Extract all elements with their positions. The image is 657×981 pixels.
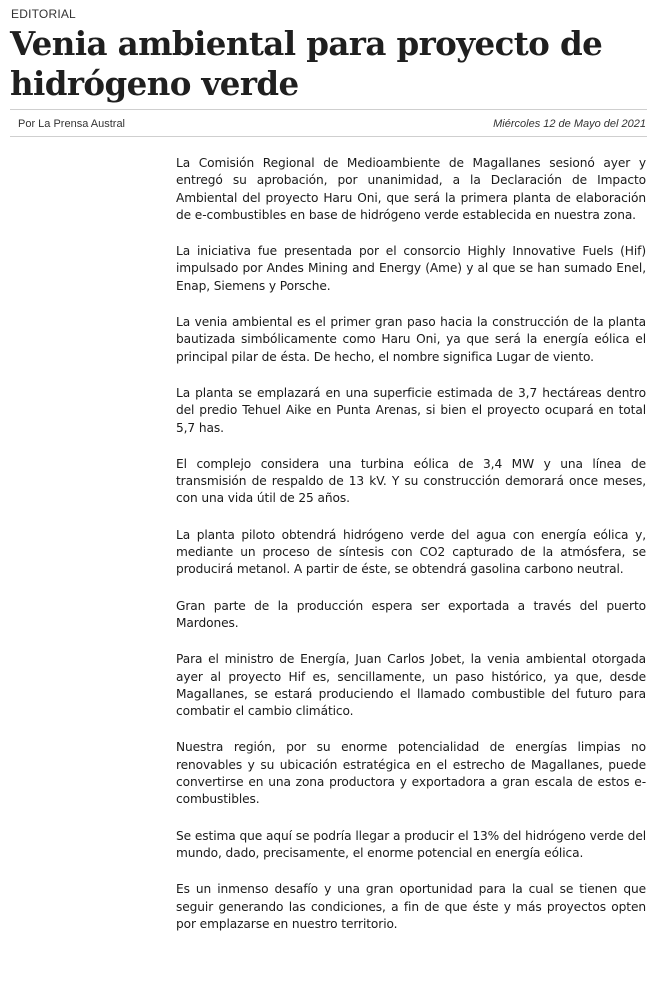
article-paragraph: Para el ministro de Energía, Juan Carlos Jobet, la venia ambiental otorgada ayer al proyecto Hif es, sencillamente, un paso histórico, ya que, desde Magallanes, se estará produciendo el llamado combustible del futuro para combatir el cambio climático. [176, 652, 646, 719]
byline-bottom-divider [10, 136, 647, 137]
byline-top-divider [10, 109, 647, 110]
headline: Venia ambiental para proyecto de hidrógeno verde [10, 24, 603, 103]
article-paragraph: Se estima que aquí se podría llegar a producir el 13% del hidrógeno verde del mundo, dado, precisamente, el enorme potencial en energía eólica. [176, 828, 646, 860]
article-paragraph: La venia ambiental es el primer gran paso hacia la construcción de la planta bautizada simbólicamente como Haru Oni, ya que será la energía eólica el principal pilar de ésta. De hecho, el nombre significa Lugar de viento. [176, 315, 646, 364]
article-paragraph: Nuestra región, por su enorme potencialidad de energías limpias no renovables y su ubicación estratégica en el estrecho de Magallanes, puede convertirse en una zona productora y exportadora a gran escala de estos e-combustibles. [176, 740, 646, 807]
article-paragraph: La iniciativa fue presentada por el consorcio Highly Innovative Fuels (Hif) impulsado por Andes Mining and Energy (Ame) y al que se han sumado Enel, Enap, Siemens y Porsche. [176, 244, 646, 293]
article-body [176, 155, 646, 952]
article-paragraph: Es un inmenso desafío y una gran oportunidad para la cual se tienen que seguir generando las condiciones, a fin de que éste y más proyectos opten por emplazarse en nuestro territorio. [176, 882, 646, 931]
article-paragraph: El complejo considera una turbina eólica de 3,4 MW y una línea de transmisión de respaldo de 13 kV. Y su construcción demorará once meses, con una vida útil de 25 años. [176, 456, 646, 506]
article-paragraph: La Comisión Regional de Medioambiente de Magallanes sesionó ayer y entregó su aprobación, por unanimidad, a la Declaración de Impacto Ambiental del proyecto Haru Oni, que será la primera planta de elaboración de e-combustibles en base de hidrógeno verde establecida en nuestra zona. [176, 156, 646, 222]
publication-date: Miércoles 12 de Mayo del 2021 [493, 118, 646, 130]
byline: Por La Prensa Austral [18, 118, 126, 130]
article-paragraph: Gran parte de la producción espera ser exportada a través del puerto Mardones. [176, 598, 646, 630]
article-paragraph: La planta piloto obtendrá hidrógeno verde del agua con energía eólica y, mediante un proceso de síntesis con CO2 capturado de la atmósfera, se producirá metanol. A partir de éste, se obtendrá gasolina carbono neutral. [176, 527, 646, 577]
article-paragraph: La planta se emplazará en una superficie estimada de 3,7 hectáreas dentro del predio Tehuel Aike en Punta Arenas, si bien el proyecto ocupará en total 5,7 has. [176, 385, 646, 435]
section-label: EDITORIAL [11, 7, 76, 21]
